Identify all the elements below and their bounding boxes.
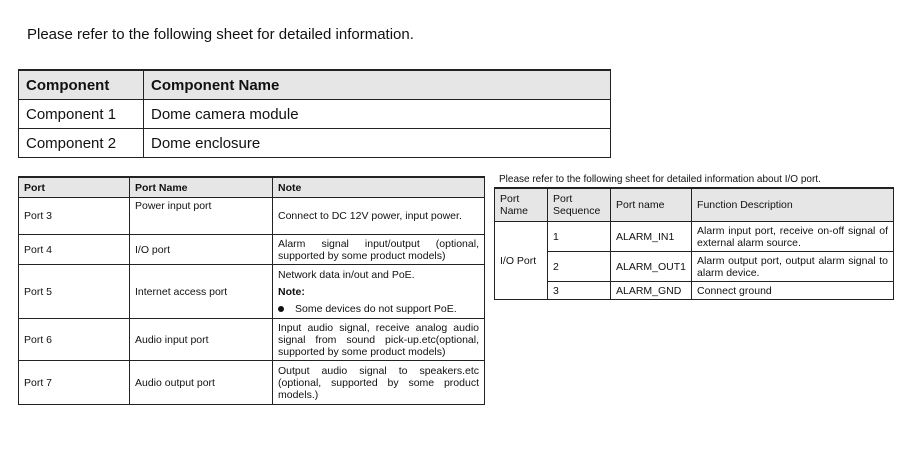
cell-port-name: Internet access port — [130, 265, 273, 319]
cell-port-name: Power input port — [130, 198, 273, 235]
cell-name: ALARM_GND — [611, 282, 692, 300]
cell-io-group: I/O Port — [495, 222, 548, 300]
cell-note: Output audio signal to speakers.etc (optional, supported by some product models.) — [273, 361, 485, 405]
cell-port: Port 6 — [19, 319, 130, 361]
cell-note: Alarm signal input/output (optional, supported by some product models) — [273, 235, 485, 265]
cell-port: Port 7 — [19, 361, 130, 405]
cell-component: Component 1 — [19, 100, 144, 129]
table-row — [19, 198, 485, 235]
cell-component: Component 2 — [19, 129, 144, 158]
cell-desc: Alarm input port, receive on-off signal of external alarm source. — [692, 222, 894, 252]
io-intro-text: Please refer to the following sheet for detailed information about I/O port. — [499, 174, 821, 185]
cell-port-name: I/O port — [130, 235, 273, 265]
note-label: Note: — [278, 285, 305, 298]
header-port-name: Port Name — [495, 188, 548, 222]
io-port-table — [494, 187, 894, 300]
header-port-sequence: Port Sequence — [548, 188, 611, 222]
cell-note: Connect to DC 12V power, input power. — [273, 198, 485, 235]
table-header-row — [19, 177, 485, 198]
table-row — [495, 222, 894, 252]
header-port-name: Port Name — [130, 177, 273, 198]
cell-component-name: Dome camera module — [144, 100, 611, 129]
bullet-icon — [278, 306, 284, 312]
header-note: Note — [273, 177, 485, 198]
cell-name: ALARM_IN1 — [611, 222, 692, 252]
table-row — [19, 265, 485, 319]
table-row — [19, 100, 611, 129]
intro-text: Please refer to the following sheet for detailed information. — [27, 26, 414, 43]
component-table — [18, 69, 611, 158]
table-row — [495, 282, 894, 300]
cell-port-name: Audio input port — [130, 319, 273, 361]
bullet-text: Some devices do not support PoE. — [295, 302, 457, 315]
cell-seq: 1 — [548, 222, 611, 252]
header-function-description: Function Description — [692, 188, 894, 222]
cell-seq: 3 — [548, 282, 611, 300]
cell-port: Port 3 — [19, 198, 130, 235]
table-row — [19, 319, 485, 361]
table-row — [19, 361, 485, 405]
bullet-item — [278, 303, 479, 315]
header-port-name-2: Port name — [611, 188, 692, 222]
cell-component-name: Dome enclosure — [144, 129, 611, 158]
table-header-row — [495, 188, 894, 222]
cell-desc: Alarm output port, output alarm signal to alarm device. — [692, 252, 894, 282]
cell-name: ALARM_OUT1 — [611, 252, 692, 282]
cell-note — [273, 265, 485, 319]
table-row — [19, 129, 611, 158]
cell-note: Input audio signal, receive analog audio signal from sound pick-up.etc(optional, supported by some product models) — [273, 319, 485, 361]
header-component: Component — [19, 70, 144, 100]
cell-port: Port 5 — [19, 265, 130, 319]
header-port: Port — [19, 177, 130, 198]
cell-port-name: Audio output port — [130, 361, 273, 405]
cell-port: Port 4 — [19, 235, 130, 265]
table-header-row — [19, 70, 611, 100]
table-row — [19, 235, 485, 265]
table-row — [495, 252, 894, 282]
port-table — [18, 176, 485, 405]
cell-seq: 2 — [548, 252, 611, 282]
note-text: Network data in/out and PoE. — [278, 268, 415, 281]
cell-desc: Connect ground — [692, 282, 894, 300]
header-component-name: Component Name — [144, 70, 611, 100]
